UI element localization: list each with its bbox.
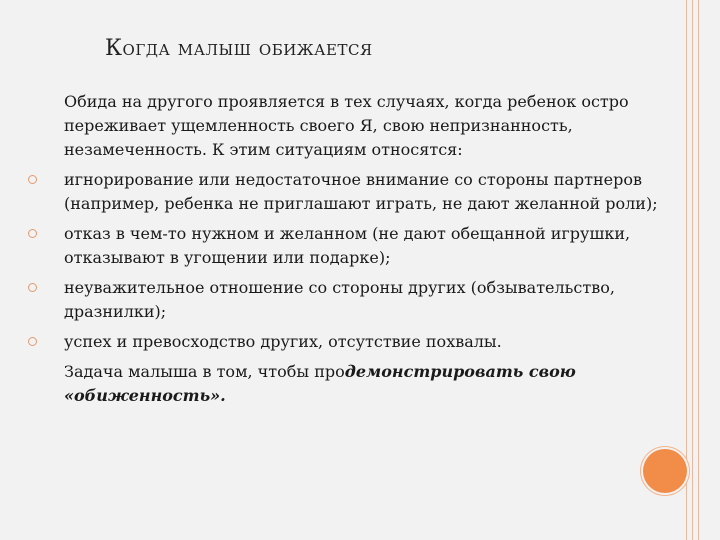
list-item-text: игнорирование или недостаточное внимание со стороны партнеров (например, ребенка не приглашают играть, не дают желанной роли); (64, 170, 658, 213)
slide-title: Когда малыш обижается (105, 36, 373, 61)
list-item-text: успех и превосходство других, отсутствие похвалы. (64, 332, 502, 351)
list-item (64, 222, 664, 270)
bullet-circle-icon (28, 175, 37, 184)
intro-paragraph: Обида на другого проявляется в тех случаях, когда ребенок остро переживает ущемленность своего Я, свою непризнанность, незамеченность. К этим ситуациям относятся: (64, 92, 629, 159)
closing-paragraph (64, 360, 664, 408)
closing-emphasis: демонстрировать свою «обиженность». (64, 362, 576, 405)
list-item-text: отказ в чем-то нужном и желанном (не дают обещанной игрушки, отказывают в угощении или подарке); (64, 224, 631, 267)
list-item-text: неуважительное отношение со стороны других (обзывательство, дразнилки); (64, 278, 615, 321)
bullet-circle-icon (28, 283, 37, 292)
decorative-line (698, 0, 699, 540)
closing-prefix: Задача малыша в том, чтобы про (64, 362, 345, 381)
decorative-line (692, 0, 693, 540)
list-item (64, 276, 664, 324)
list-item (64, 330, 664, 354)
decorative-circle-icon (643, 449, 687, 493)
bullet-circle-icon (28, 337, 37, 346)
list-item (64, 168, 664, 216)
bullet-circle-icon (28, 229, 37, 238)
decorative-line (686, 0, 687, 540)
slide-body (64, 90, 664, 408)
